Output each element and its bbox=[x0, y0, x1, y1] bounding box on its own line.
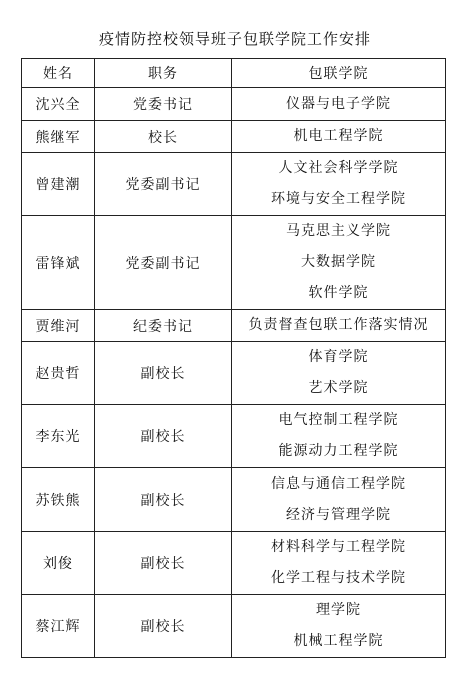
table-row bbox=[22, 121, 446, 153]
table-row bbox=[22, 532, 446, 595]
cell-role: 副校长 bbox=[95, 468, 232, 532]
unit-item: 负责督查包联工作落实情况 bbox=[248, 317, 429, 333]
unit-item: 软件学院 bbox=[308, 285, 369, 301]
cell-units bbox=[232, 532, 446, 595]
unit-item: 环境与安全工程学院 bbox=[271, 191, 406, 207]
cell-role: 副校长 bbox=[95, 342, 232, 405]
table-row bbox=[22, 88, 446, 121]
table-row bbox=[22, 405, 446, 468]
cell-name: 李东光 bbox=[22, 405, 95, 468]
cell-units bbox=[232, 595, 446, 658]
table-row bbox=[22, 216, 446, 310]
cell-units bbox=[232, 153, 446, 216]
unit-item: 大数据学院 bbox=[301, 254, 376, 270]
cell-units bbox=[232, 405, 446, 468]
table-row bbox=[22, 342, 446, 405]
table-row bbox=[22, 153, 446, 216]
cell-name: 沈兴全 bbox=[22, 88, 95, 121]
unit-item: 化学工程与技术学院 bbox=[271, 570, 406, 586]
cell-role: 副校长 bbox=[95, 595, 232, 658]
cell-role: 纪委书记 bbox=[95, 310, 232, 342]
cell-name: 曾建潮 bbox=[22, 153, 95, 216]
table-header-row bbox=[22, 59, 446, 88]
assignment-table bbox=[21, 58, 446, 658]
cell-units bbox=[232, 468, 446, 532]
header-role: 职务 bbox=[95, 59, 232, 88]
cell-role: 副校长 bbox=[95, 405, 232, 468]
unit-item: 机电工程学院 bbox=[293, 128, 384, 144]
unit-item: 体育学院 bbox=[308, 349, 369, 365]
unit-item: 艺术学院 bbox=[308, 380, 369, 396]
cell-name: 熊继军 bbox=[22, 121, 95, 153]
cell-units bbox=[232, 121, 446, 153]
cell-name: 苏铁熊 bbox=[22, 468, 95, 532]
cell-role: 党委书记 bbox=[95, 88, 232, 121]
cell-units bbox=[232, 310, 446, 342]
cell-role: 校长 bbox=[95, 121, 232, 153]
unit-item: 电气控制工程学院 bbox=[278, 412, 399, 428]
header-name: 姓名 bbox=[22, 59, 95, 88]
cell-name: 雷锋斌 bbox=[22, 216, 95, 310]
unit-item: 理学院 bbox=[316, 602, 361, 618]
cell-name: 贾维河 bbox=[22, 310, 95, 342]
unit-item: 仪器与电子学院 bbox=[286, 95, 391, 112]
document-title: 疫情防控校领导班子包联学院工作安排 bbox=[98, 30, 371, 48]
cell-role: 党委副书记 bbox=[95, 216, 232, 310]
header-units: 包联学院 bbox=[232, 59, 446, 88]
table-row bbox=[22, 468, 446, 532]
unit-item: 马克思主义学院 bbox=[286, 223, 391, 239]
cell-role: 党委副书记 bbox=[95, 153, 232, 216]
unit-item: 信息与通信工程学院 bbox=[271, 475, 406, 492]
unit-item: 材料科学与工程学院 bbox=[271, 539, 406, 555]
cell-role: 副校长 bbox=[95, 532, 232, 595]
cell-name: 赵贵哲 bbox=[22, 342, 95, 405]
cell-units bbox=[232, 88, 446, 121]
unit-item: 经济与管理学院 bbox=[286, 506, 391, 523]
unit-item: 能源动力工程学院 bbox=[278, 443, 399, 459]
table-row bbox=[22, 595, 446, 658]
cell-units bbox=[232, 342, 446, 405]
cell-units bbox=[232, 216, 446, 310]
cell-name: 刘俊 bbox=[22, 532, 95, 595]
table-row bbox=[22, 310, 446, 342]
unit-item: 机械工程学院 bbox=[293, 633, 384, 649]
cell-name: 蔡江辉 bbox=[22, 595, 95, 658]
unit-item: 人文社会科学学院 bbox=[278, 160, 399, 176]
